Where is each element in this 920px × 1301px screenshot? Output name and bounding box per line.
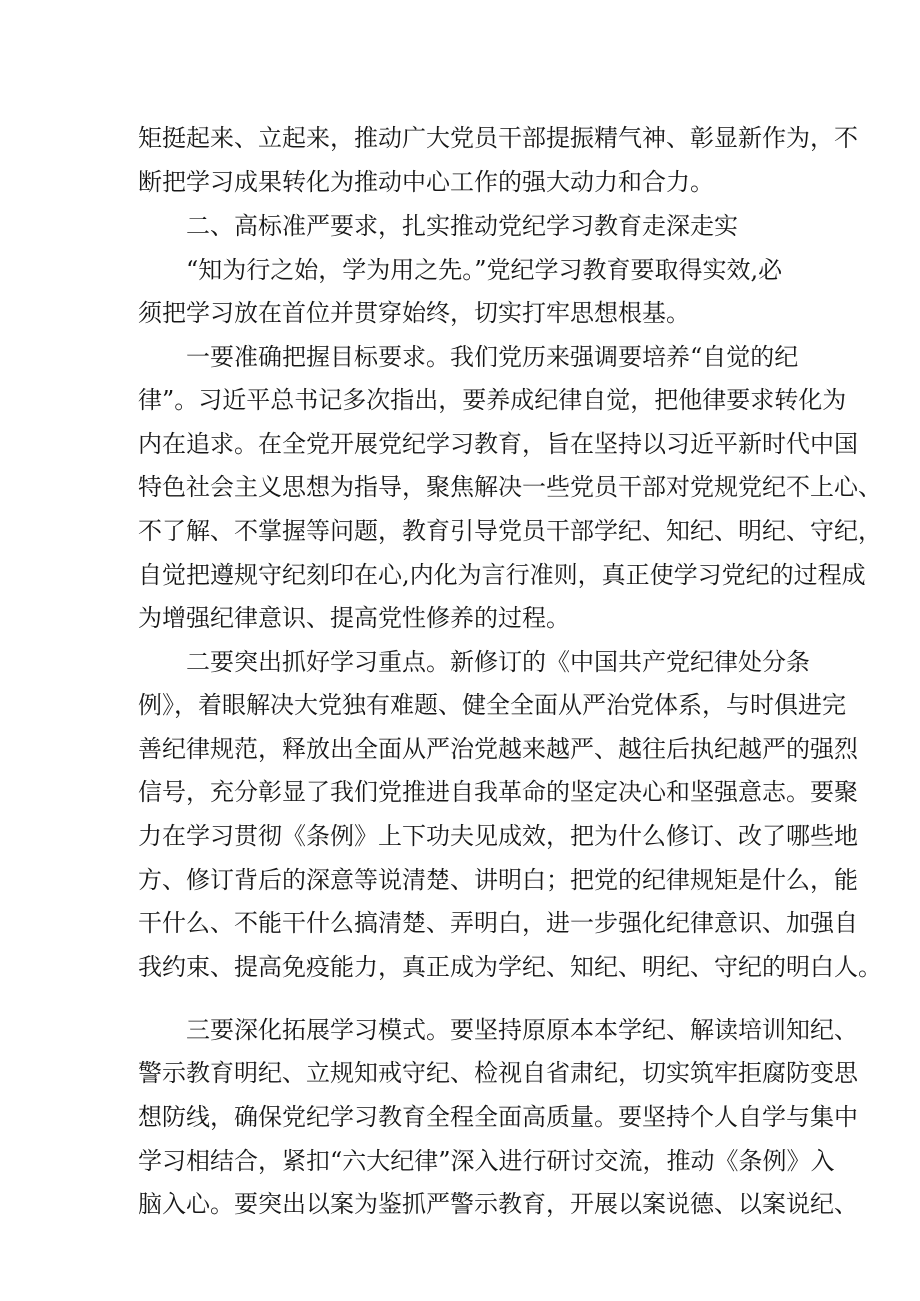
text-line: 二要突出抓好学习重点。新修订的《中国共产党纪律处分条 <box>186 648 810 676</box>
text-line: 力在学习贯彻《条例》上下功夫见成效，把为什么修订、改了哪些地 <box>138 822 858 850</box>
text-line: 特色社会主义思想为指导，聚焦解决一些党员干部对党规党纪不上心、 <box>138 473 882 501</box>
text-line: 学习相结合，紧扣“六大纪律”深入进行研讨交流，推动《条例》入 <box>138 1147 835 1175</box>
text-line: “知为行之始，学为用之先。”党纪学习教育要取得实效,必 <box>186 256 783 284</box>
text-line: 干什么、不能干什么搞清楚、弄明白，进一步强化纪律意识、加强自 <box>138 909 858 937</box>
text-line: 不了解、不掌握等问题，教育引导党员干部学纪、知纪、明纪、守纪， <box>138 517 882 545</box>
section-heading: 二、高标准严要求，扎实推动党纪学习教育走深走实 <box>186 212 738 240</box>
text-line: 断把学习成果转化为推动中心工作的强大动力和合力。 <box>138 168 714 196</box>
text-line: 一要准确把握目标要求。我们党历来强调要培养“自觉的纪 <box>186 343 799 371</box>
text-line: 矩挺起来、立起来，推动广大党员干部提振精气神、彰显新作为，不 <box>138 124 858 152</box>
text-line: 须把学习放在首位并贯穿始终，切实打牢思想根基。 <box>138 299 690 327</box>
text-line: 例》，着眼解决大党独有难题、健全全面从严治党体系，与时俱进完 <box>138 691 846 719</box>
text-line: 信号，充分彰显了我们党推进自我革命的坚定决心和坚强意志。要聚 <box>138 778 858 806</box>
text-line: 想防线，确保党纪学习教育全程全面高质量。要坚持个人自学与集中 <box>138 1103 858 1131</box>
text-line: 警示教育明纪、立规知戒守纪、检视自省肃纪，切实筑牢拒腐防变思 <box>138 1059 858 1087</box>
text-line: 律”。习近平总书记多次指出，要养成纪律自觉，把他律要求转化为 <box>138 386 847 414</box>
text-line: 三要深化拓展学习模式。要坚持原原本本学纪、解读培训知纪、 <box>186 1016 858 1044</box>
text-line: 为增强纪律意识、提高党性修养的过程。 <box>138 604 570 632</box>
text-line: 我约束、提高免疫能力，真正成为学纪、知纪、明纪、守纪的明白人。 <box>138 953 882 981</box>
text-line: 内在追求。在全党开展党纪学习教育，旨在坚持以习近平新时代中国 <box>138 430 858 458</box>
text-line: 善纪律规范，释放出全面从严治党越来越严、越往后执纪越严的强烈 <box>138 735 858 763</box>
text-line: 方、修订背后的深意等说清楚、讲明白；把党的纪律规矩是什么，能 <box>138 866 858 894</box>
text-line: 脑入心。要突出以案为鉴抓严警示教育，开展以案说德、以案说纪、 <box>138 1190 858 1218</box>
text-line: 自觉把遵规守纪刻印在心,内化为言行准则，真正使学习党纪的过程成 <box>138 561 866 589</box>
